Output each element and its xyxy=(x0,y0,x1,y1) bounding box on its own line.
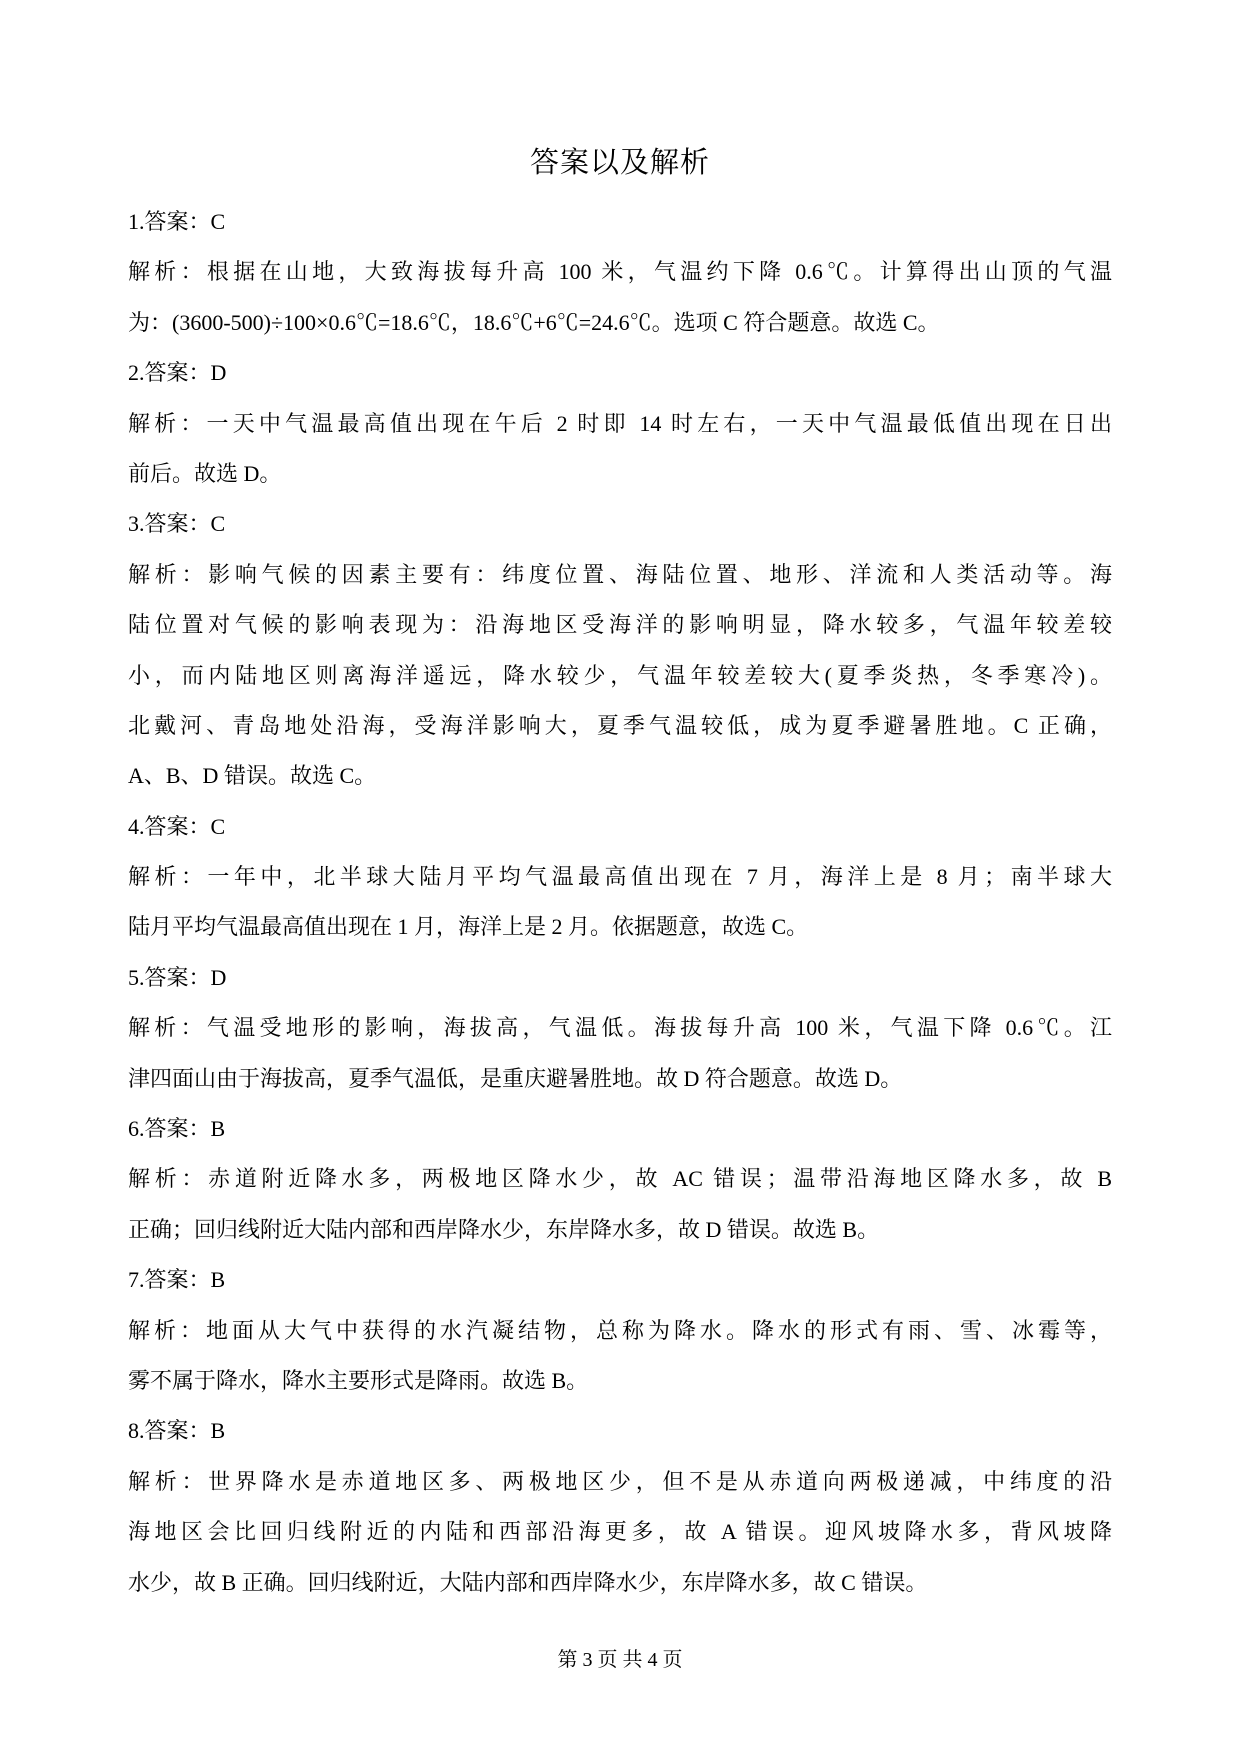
answer-line-8: 8.答案：B xyxy=(128,1418,226,1444)
answer-line-5: 5.答案：D xyxy=(128,964,227,990)
doc-body xyxy=(128,197,1112,1608)
answer-line-7: 7.答案：B xyxy=(128,1267,226,1293)
page-number: 第 3 页 共 4 页 xyxy=(557,1649,683,1671)
answer-line-6: 6.答案：B xyxy=(128,1116,226,1142)
explanation-line: 北戴河、青岛地处沿海，受海洋影响大，夏季气温较低，成为夏季避暑胜地。C 正确， xyxy=(128,712,1112,738)
explanation-line: 小，而内陆地区则离海洋遥远，降水较少，气温年较差较大(夏季炎热，冬季寒冷)。 xyxy=(128,662,1112,688)
explanation-line: 解析：一年中，北半球大陆月平均气温最高值出现在 7 月，海洋上是 8 月；南半球大 xyxy=(128,864,1112,890)
explanation-line: 前后。故选 D。 xyxy=(128,460,282,486)
doc-title: 答案以及解析 xyxy=(529,147,710,179)
answer-line-1: 1.答案：C xyxy=(128,209,226,234)
explanation-line: 海地区会比回归线附近的内陆和西部沿海更多，故 A 错误。迎风坡降水多，背风坡降 xyxy=(128,1519,1112,1545)
answer-line-3: 3.答案：C xyxy=(128,511,226,537)
explanation-line: 为：(3600-500)÷100×0.6℃=18.6℃，18.6℃+6℃=24.6℃。选项 C 符合题意。故选 C。 xyxy=(128,309,940,335)
explanation-line: 陆月平均气温最高值出现在 1 月，海洋上是 2 月。依据题意，故选 C。 xyxy=(128,914,809,940)
explanation-line: 陆位置对气候的影响表现为：沿海地区受海洋的影响明显，降水较多，气温年较差较 xyxy=(128,612,1112,638)
explanation-line: 解析：根据在山地，大致海拔每升高 100 米，气温约下降 0.6℃。计算得出山顶的气温 xyxy=(128,259,1112,285)
explanation-line: 解析：赤道附近降水多，两极地区降水少，故 AC 错误；温带沿海地区降水多，故 B xyxy=(128,1166,1112,1192)
answer-line-2: 2.答案：D xyxy=(128,360,227,386)
explanation-line: 解析：气温受地形的影响，海拔高，气温低。海拔每升高 100 米，气温下降 0.6℃。江 xyxy=(128,1015,1112,1041)
explanation-line: 解析：影响气候的因素主要有：纬度位置、海陆位置、地形、洋流和人类活动等。海 xyxy=(128,561,1112,587)
explanation-line: 水少，故 B 正确。回归线附近，大陆内部和西岸降水少，东岸降水多，故 C 错误。 xyxy=(128,1569,928,1595)
explanation-line: 津四面山由于海拔高，夏季气温低，是重庆避暑胜地。故 D 符合题意。故选 D。 xyxy=(128,1065,903,1091)
explanation-line: A、B、D 错误。故选 C。 xyxy=(128,763,377,789)
explanation-line: 解析：世界降水是赤道地区多、两极地区少，但不是从赤道向两极递减，中纬度的沿 xyxy=(128,1468,1112,1494)
explanation-line: 解析：地面从大气中获得的水汽凝结物，总称为降水。降水的形式有雨、雪、冰霉等， xyxy=(128,1317,1112,1343)
answer-line-4: 4.答案：C xyxy=(128,813,226,839)
explanation-line: 正确；回归线附近大陆内部和西岸降水少，东岸降水多，故 D 错误。故选 B。 xyxy=(128,1216,880,1242)
explanation-line: 解析：一天中气温最高值出现在午后 2 时即 14 时左右，一天中气温最低值出现在日出 xyxy=(128,410,1112,436)
explanation-line: 雾不属于降水，降水主要形式是降雨。故选 B。 xyxy=(128,1367,589,1393)
